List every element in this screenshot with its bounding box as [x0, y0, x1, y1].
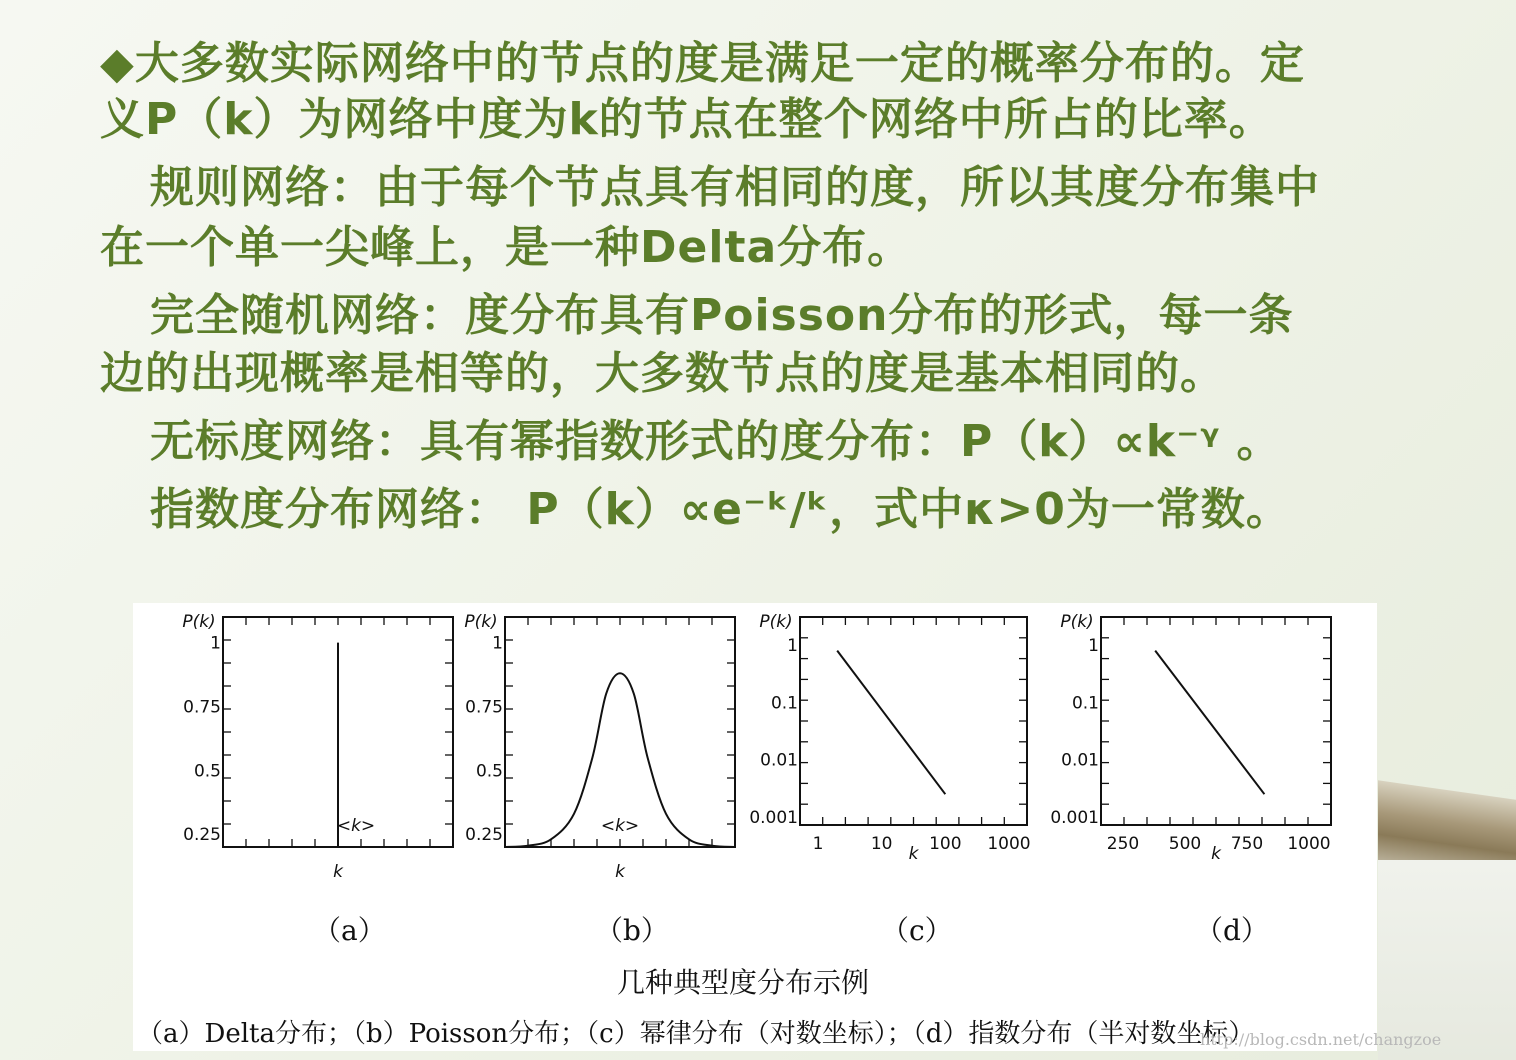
text-line-2: 义P（k）为网络中度为k的节点在整个网络中所占的比率。	[100, 94, 1274, 145]
y-axis-label-a: P(k)	[182, 612, 216, 632]
x-tick-label-c: 1000	[987, 834, 1031, 854]
y-tick-label-c: 0.001	[749, 808, 798, 828]
watermark: http://blog.csdn.net/changzoe	[1200, 1030, 1442, 1049]
y-tick-label-a: 1	[210, 633, 221, 654]
y-tick-label-b: 0.5	[475, 761, 503, 782]
sub-label-b: （b）	[595, 914, 669, 947]
text-line-5: 完全随机网络：度分布具有Poisson分布的形式，每一条	[150, 290, 1294, 341]
text-line-7: 无标度网络：具有幂指数形式的度分布：P（k）∝k⁻ᵞ 。	[150, 416, 1282, 467]
text-line-3: 规则网络：由于每个节点具有相同的度，所以其度分布集中	[150, 162, 1320, 213]
y-axis-label-c: P(k)	[759, 612, 793, 632]
y-tick-label-a: 0.5	[193, 761, 221, 782]
x-tick-label-c: 100	[929, 834, 962, 854]
x-tick-label-d: 250	[1106, 834, 1140, 854]
y-axis-label-b: P(k)	[464, 612, 498, 632]
mean-annotation-b: <k>	[600, 816, 640, 836]
chart-panels	[133, 603, 1377, 903]
x-axis-label-c: k	[908, 844, 919, 864]
sub-label-c: （c）	[881, 914, 953, 947]
y-tick-label-a: 0.25	[183, 825, 221, 846]
y-tick-label-d: 0.1	[1071, 693, 1099, 714]
x-tick-label-d: 1000	[1287, 834, 1331, 854]
text-line-6: 边的出现概率是相等的，大多数节点的度是基本相同的。	[100, 348, 1225, 399]
y-tick-label-c: 0.01	[760, 750, 798, 771]
mean-annotation-a: <k>	[336, 816, 376, 836]
y-tick-label-b: 0.75	[465, 697, 503, 718]
x-tick-label-d: 500	[1168, 834, 1202, 854]
y-tick-label-d: 0.001	[1050, 808, 1099, 828]
x-tick-label-d: 750	[1230, 834, 1264, 854]
y-tick-label-a: 0.75	[183, 697, 221, 718]
x-axis-label-a: k	[333, 862, 343, 882]
panel-frame-d	[1101, 617, 1331, 825]
y-tick-label-b: 1	[492, 633, 503, 654]
text-line-4: 在一个单一尖峰上，是一种Delta分布。	[100, 222, 913, 273]
x-axis-label-d: k	[1211, 844, 1221, 864]
y-tick-label-b: 0.25	[465, 825, 503, 846]
panel-frame-b	[505, 617, 735, 847]
series-line-c	[837, 651, 945, 795]
sub-label-d: （d）	[1195, 914, 1269, 947]
sub-label-a: （a）	[313, 914, 386, 947]
figure-caption-title: 几种典型度分布示例	[617, 966, 870, 999]
panel-frame-c	[800, 617, 1027, 825]
y-tick-label-c: 0.1	[770, 693, 798, 714]
y-tick-label-d: 0.01	[1061, 750, 1099, 771]
x-tick-label-c: 10	[870, 834, 893, 854]
text-line-8: 指数度分布网络： P（k）∝e⁻ᵏ/ᵏ，式中κ>0为一常数。	[150, 484, 1291, 535]
series-line-d	[1155, 651, 1264, 795]
figure-caption-description: （a）Delta分布；（b）Poisson分布；（c）幂律分布（对数坐标）；（d）指数分布（半对数坐标）	[137, 1019, 1255, 1049]
figure	[133, 603, 1377, 1051]
x-axis-label-b: k	[615, 862, 625, 882]
y-tick-label-c: 1	[787, 636, 798, 656]
y-tick-label-d: 1	[1088, 636, 1099, 656]
y-axis-label-d: P(k)	[1060, 612, 1094, 632]
text-line-1: ◆大多数实际网络中的节点的度是满足一定的概率分布的。定	[100, 38, 1305, 89]
x-tick-label-c: 1	[812, 834, 824, 854]
